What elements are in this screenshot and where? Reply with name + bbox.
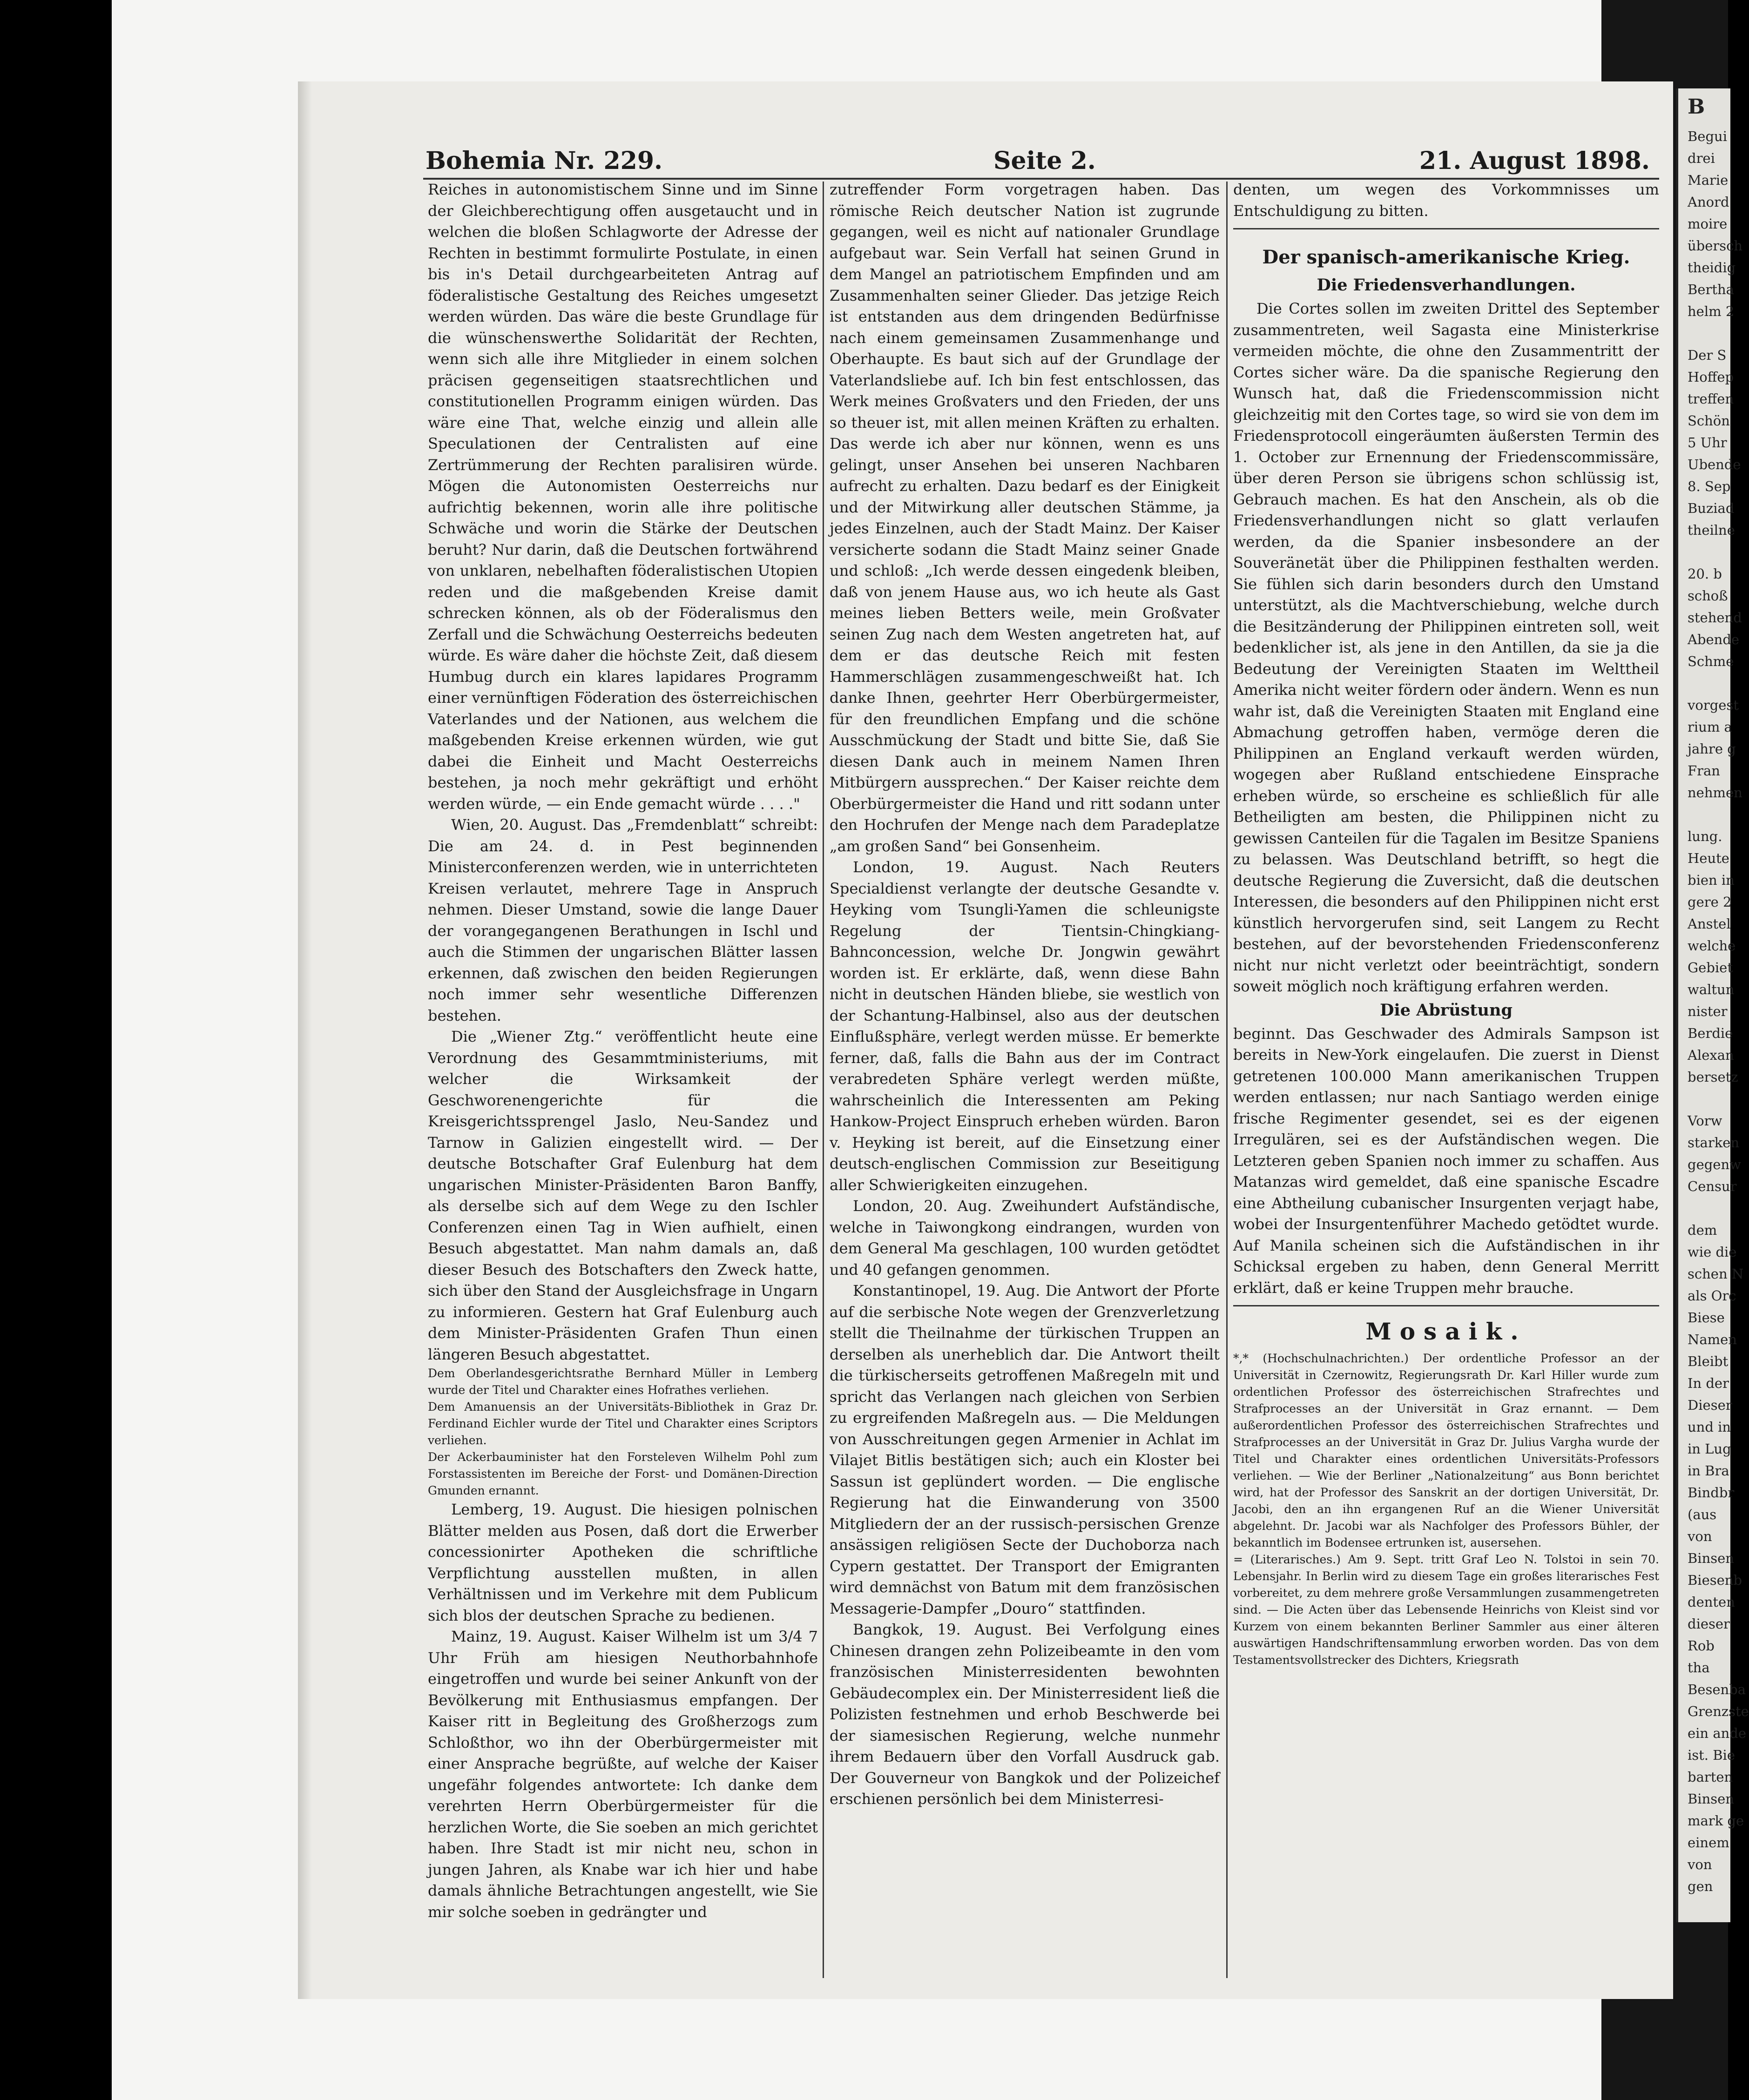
article-paragraph: Mainz, 19. August. Kaiser Wilhelm ist um 3/4 7 Uhr Früh am hiesigen Neuthorbahnhofe eingetroffen und wurde bei seiner Ankunft von der Bevölkerung mit Enthusiasmus empfangen. Der Kaiser ritt in Begleitung des Großherzogs zum Schloßthor, wo ihn der Oberbürgermeister mit einer Ansprache begrüßte, auf welche der Kaiser ungefähr folgendes antwortete: Ich danke dem verehrten Herrn Oberbürgermeister für die herzlichen Worte, die Sie soeben an mich gerichtet haben. Ihre Stadt ist mir nicht neu, schon in jungen Jahren, als Knabe war ich hier und habe damals ähnliche Betrachtungen angestellt, wie Sie mir solche soeben in gedrängter und [428,1628,818,1921]
subsection-title-disarmament: Die Abrüstung [1380,1000,1513,1020]
next-page-line: einem [1688,1835,1729,1851]
next-page-line: Marie [1688,172,1729,188]
next-page-line: vorgest [1688,697,1739,713]
next-page-line: treffen [1688,391,1734,407]
next-page-line: Gebiet [1688,960,1733,976]
article-paragraph: Die „Wiener Ztg.“ veröffentlicht heute eine Verordnung des Gesammtministeriums, mit welcher die Wirksamkeit der Geschworenengerichte für die Kreisgerichtssprengel Jaslo, Neu-Sandez und Tarnow in Galizien eingestellt wird. — Der deutsche Botschafter Graf Eulenburg hat dem ungarischen Minister-Präsidenten Baron Banffy, als derselbe sich auf dem Wege zu den Ischler Conferenzen einen Tag in Wien aufhielt, einen Besuch abgestattet. Man nahm damals an, daß dieser Besuch des Botschafters den Zweck hatte, sich über den Stand der Ausgleichsfrage in Ungarn zu informieren. Gestern hat Graf Eulenburg auch dem Minister-Präsidenten Grafen Thun einen längeren Besuch abgestattet. [428,1028,818,1363]
article-paragraph: London, 20. Aug. Zweihundert Aufständische, welche in Taiwongkong eindrangen, wurden von dem General Ma geschlagen, 100 wurden getödtet und 40 gefangen genommen. [830,1197,1220,1279]
article-paragraph: Konstantinopel, 19. Aug. Die Antwort der Pforte auf die serbische Note wegen der Grenzverletzung stellt die Theilnahme der türkischen Truppen an derselben als unerheblich dar. Die Antwort theilt die türkischerseits getroffenen Maßregeln mit und spricht das Verlangen nach gleichen von Serbien zu ergreifenden Maßregeln aus. — Die Meldungen von Ausschreitungen gegen Armenier in Achlat im Vilajet Bitlis bestätigen sich; auch ein Kloster bei Sassun ist geplündert worden. — Die englische Regierung hat die Einwanderung von 3500 Mitgliedern der an der russisch-persischen Grenze ansässigen religiösen Secte der Duchoborza nach Cypern gestattet. Der Transport der Emigranten wird demnächst von Batum mit dem französischen Messagerie-Dampfer „Douro“ stattfinden. [830,1282,1220,1617]
next-page-line [1678,1088,1730,1110]
next-page-line: wie die [1688,1244,1737,1260]
next-page-line [1678,804,1730,826]
next-page-line: tha [1688,1660,1710,1676]
next-page-line: Berdie [1688,1025,1733,1041]
next-page-line: welche [1688,938,1736,954]
next-page-line [1678,541,1730,563]
next-page-line: in Lug [1688,1441,1731,1457]
next-page-line: lung. [1688,828,1722,844]
next-page-line: denten [1688,1594,1735,1610]
next-page-line: und in [1688,1419,1731,1435]
next-page-line: Schön [1688,413,1730,429]
column-1 [428,179,818,1980]
next-page-line: Begui [1688,128,1727,144]
next-page-line: Besenba [1688,1682,1746,1697]
next-page-line: Namen [1688,1332,1737,1347]
next-page-line: (aus [1688,1507,1717,1522]
next-page-lines [1678,126,1749,1898]
next-page-line: stehend [1688,610,1742,626]
next-page-line: in Bra [1688,1463,1729,1479]
next-page-line: waltun [1688,982,1735,997]
next-page-line: Bindbr [1688,1485,1735,1501]
next-page-line: als Orc [1688,1288,1736,1304]
next-page-line: übersch [1688,238,1743,254]
next-page-line: Anord [1688,194,1729,210]
next-page-line: Hoffep [1688,369,1734,385]
header-page-number: Seite 2. [993,147,1096,175]
header-title: Bohemia Nr. 229. [425,147,663,175]
section-title-war: Der spanisch-amerikanische Krieg. [1262,246,1630,268]
next-page-line: nister [1688,1003,1728,1019]
next-page-line: gere 2 [1688,894,1732,910]
next-page-line: theilne [1688,522,1735,538]
next-page-line: Alexan [1688,1047,1734,1063]
next-page-line: Rob [1688,1638,1715,1654]
next-page-line: jahre g [1688,741,1736,757]
next-page-fragment [1676,88,1749,1922]
article-peace-negotiations: Die Cortes sollen im zweiten Drittel des September zusammentreten, weil Sagasta eine Ministerkrise vermeiden möchte, die ohne den Zusammentritt der Cortes sicher wäre. Da die spanische Regierung den Wunsch hat, daß die Friedenscommission nicht gleichzeitig mit den Cortes tage, so wird sie von dem im Friedensprotocoll eingeräumten äußersten Termin des 1. October zur Ernennung der Friedenscommissäre, über deren Person sie übrigens schon schlüssig ist, Gebrauch machen. Es hat den Anschein, als ob die Friedensverhandlungen nicht so glatt verlaufen werden, da die Spanier insbesondere an der Souveränetät über die Philippinen festhalten werden. Sie fühlen sich darin besonders durch den Umstand unterstützt, als die Machtverschiebung, welche durch die Besitzänderung der Philippinen eintreten soll, weit bedenklicher ist, als jene in den Antillen, da sie ja die Bedeutung der Vereinigten Staaten im Welttheil Amerika nicht weiter fördern oder ändern. Wenn es nun wahr ist, daß die Vereinigten Staaten mit England eine Abmachung getroffen haben, vermöge deren die Philippinen an England verkauft werden würden, wogegen aber Rußland entschiedene Einsprache erheben würde, so erscheine es schließlich für alle Betheiligten am besten, die Philippinen nicht zu gewissen Canteilen für die Tagalen im Besitze Spaniens zu belassen. Was Deutschland betrifft, so hegt die deutsche Regierung die Zuversicht, daß die deutschen Interessen, die besonders auf den Philippinen nicht erst künstlich hervorgerufen sind, seit Langem zu Recht bestehen, auf der bevorstehenden Friedensconferenz nicht nur nicht verletzt oder beeinträchtigt, sondern soweit möglich noch kräftigung erfahren werden. [1233,300,1659,995]
next-page-line: Buziad [1688,500,1735,516]
article-paragraph: zutreffender Form vorgetragen haben. Das römische Reich deutscher Nation ist zugrunde gegangen, weil es nicht auf nationaler Grundlage aufgebaut war. Sein Verfall hat seinen Grund in dem Mangel an patriotischem Empfinden und am Zusammenhalten seiner Glieder. Das jetzige Reich ist entstanden aus dem dringenden Bedürfnisse nach einem gemeinsamen Zusammenhange und Oberhaupte. Es baut sich auf der Grundlage der Vaterlandsliebe auf. Ich bin fest entschlossen, das Werk meines Großvaters und den Frieden, der uns so theuer ist, mit allen meinen Kräften zu erhalten. Das werde ich aber nur können, wenn es uns gelingt, unser Ansehen bei unseren Nachbaren aufrecht zu erhalten. Dazu bedarf es der Einigkeit und der Mitwirkung aller deutschen Stämme, ja jedes Einzelnen, auch der Stadt Mainz. Der Kaiser versicherte sodann die Stadt Mainz seiner Gnade und schloß: „Ich werde dessen eingedenk bleiben, daß von jenem Hause aus, wo ich heute als Gast meines lieben Betters weile, mein Großvater seinen Zug nach dem Westen angetreten hat, auf dem er das deutsche Reich mit festen Hammerschlägen zusammengeschweißt hat. Ich danke Ihnen, geehrter Herr Oberbürgermeister, für den freundlichen Empfang und die schöne Ausschmückung der Stadt und bitte Sie, daß Sie diesen Dank auch in meinem Namen Ihren Mitbürgern aussprechen.“ Der Kaiser reichte dem Oberbürgermeister die Hand und ritt sodann unter den Hochrufen der Menge nach dem Paradeplatze „am großen Sand“ bei Gonsenheim. [830,181,1220,855]
article-paragraph: Bangkok, 19. August. Bei Verfolgung eines Chinesen drangen zehn Polizeibeamte in den vom französischen Ministerresidenten bewohnten Gebäudecomplex ein. Der Ministerresident ließ die Polizisten festnehmen und erhob Beschwerde bei der siamesischen Regierung, welche nunmehr ihrem Bedauern über den Vorfall Ausdruck gab. Der Gouverneur von Bangkok und der Polizeichef erschienen persönlich bei dem Ministerresi- [830,1621,1220,1808]
next-page-line: schen N [1688,1266,1744,1282]
next-page-line: barten [1688,1769,1733,1785]
next-page-line: starken [1688,1135,1740,1151]
article-paragraph: Wien, 20. August. Das „Fremdenblatt“ schreibt: Die am 24. d. in Pest beginnenden Ministerconferenzen werden, wie in unterrichteten Kreisen verlautet, mehrere Tage in Anspruch nehmen. Dieser Umstand, sowie die lange Dauer der vorangegangenen Berathungen in Ischl und auch die Stimmen der ungarischen Blätter lassen erkennen, daß zwischen den beiden Regierungen noch immer sehr wesentliche Differenzen bestehen. [428,816,818,1024]
next-page-line: Biesenb [1688,1572,1742,1588]
next-page-line [1678,1198,1730,1219]
article-paragraph: Lemberg, 19. August. Die hiesigen polnischen Blätter melden aus Posen, daß dort die Erwerber concessionirter Apotheken die schriftliche Verpflichtung ausstellen mußten, in allen Verhältnissen und im Verkehre mit dem Publicum sich blos der deutschen Sprache zu bedienen. [428,1501,818,1624]
next-page-line: schoß [1688,588,1728,604]
article-continuation: denten, um wegen des Vorkommnisses um Entschuldigung zu bitten. [1233,181,1659,220]
page-fold-shadow [298,81,312,1999]
next-page-line: Binsen [1688,1550,1734,1566]
next-page-line: bersetz [1688,1069,1738,1085]
next-page-line: Biese [1688,1310,1725,1326]
next-page-line: Bertha [1688,282,1734,297]
next-page-line: Censur [1688,1178,1737,1194]
next-page-line: nehmen [1688,785,1742,801]
article-paragraph: *,* (Hochschulnachrichten.) Der ordentliche Professor an der Universität in Czernowitz, Regierungsrath Dr. Karl Hiller wurde zum ordentlichen Professor des österreichischen Strafrechtes und Strafprocesses an der Universität in Graz ernannt. — Dem außerordentlichen Professor des österreichischen Strafrechtes und Strafprocesses an der Universität in Graz Dr. Julius Vargha wurde der Titel und Charakter eines ordentlichen Universitäts-Professors verliehen. — Wie der Berliner „Nationalzeitung“ aus Bonn berichtet wird, hat der Professor des Sanskrit an der dortigen Universität, Dr. Jacobi, den an ihn ergangenen Ruf an die Wiener Universität abgelehnt. Dr. Jacobi war als Nachfolger des Professors Bühler, der bekanntlich im Bodensee ertrunken ist, ausersehen. [1233,1352,1659,1549]
next-page-line: Grenzste [1688,1703,1749,1719]
article-disarmament: beginnt. Das Geschwader des Admirals Sampson ist bereits in New-York eingelaufen. Die zuerst in Dienst getretenen 100.000 Mann amerikanischen Truppen werden entlassen; nur nach Santiago werden einige frische Regimenter gesendet, sei es der eigenen Irregulären, sei es der Aufständischen wegen. Die Letzteren geben Spanien noch immer zu schaffen. Aus Matanzas wird gemeldet, daß eine spanische Escadre eine Abtheilung cubanischer Insurgenten verjagt habe, wobei der Insurgentenführer Machedo getödtet wurde. Auf Manila scheinen sich die Aufständischen in ihr Schicksal ergeben zu haben, denn General Merritt erklärt, daß er keine Truppen mehr brauche. [1233,1024,1659,1297]
newspaper-page [298,81,1673,1999]
next-page-line: ein ande [1688,1725,1747,1741]
subsection-title-peace: Die Friedensverhandlungen. [1317,276,1576,295]
column-2 [830,179,1220,1980]
column-3 [1233,179,1659,1980]
section-rule [1233,1305,1659,1306]
next-page-line: von [1688,1857,1712,1872]
next-page-line: Schme [1688,653,1734,669]
section-rule [1233,228,1659,229]
page-header [300,128,1659,175]
article-paragraph: Der Ackerbauminister hat den Forsteleven Wilhelm Pohl zum Forstassistenten im Bereiche der Forst- und Domänen-Direction Gmunden ernannt. [428,1450,818,1497]
next-page-line [1678,673,1730,694]
mosaik-items [1233,1350,1659,1669]
next-page-line: mark ge [1688,1813,1744,1829]
header-date: 21. August 1898. [1419,147,1650,175]
next-page-line: von [1688,1528,1712,1544]
next-page-line: Fran [1688,763,1720,779]
section-title-mosaik: Mosaik. [1365,1318,1527,1345]
next-page-line: moire [1688,216,1728,232]
next-page-line: Dieser [1688,1397,1732,1413]
next-page-line: helm 2 [1688,303,1735,319]
next-page-line: Anstel [1688,916,1731,932]
next-page-line: gegenw [1688,1157,1741,1172]
article-paragraph: Dem Amanuensis an der Universitäts-Bibliothek in Graz Dr. Ferdinand Eichler wurde der Titel und Charakter eines Scriptors verliehen. [428,1400,818,1447]
next-page-line: bien in [1688,872,1735,888]
next-page-line: 5 Uhr [1688,435,1727,451]
next-page-line: rium a [1688,719,1732,735]
article-paragraph: = (Literarisches.) Am 9. Sept. tritt Graf Leo N. Tolstoi in sein 70. Lebensjahr. In Berlin wird zu diesem Tage ein großes literarisches Fest vorbereitet, zu dem mehrere große Versammlungen zusammengetreten sind. — Die Acten über das Lebensende Heinrichs von Kleist sind vor Kurzem von einem bekannten Berliner Sammler aus einer älteren auswärtigen Handschriftensammlung erworben worden. Das von dem Testamentsvollstrecker des Dichters, Kriegsrath [1233,1553,1659,1667]
next-page-line: In der [1688,1375,1729,1391]
article-paragraph: London, 19. August. Nach Reuters Specialdienst verlangte der deutsche Gesandte v. Heyking vom Tsungli-Yamen die schleunigste Regelung der Tientsin-Chingkiang-Bahnconcession, welche Dr. Jongwin gewährt worden ist. Er erklärte, daß, wenn diese Bahn nicht in deutschen Händen bliebe, sie westlich von der Schantung-Halbinsel, also aus der deutschen Einflußsphäre, verlegt werden müsse. Er bemerkte ferner, daß, falls die Bahn aus der im Contract verabredeten Sphäre verlegt werden müßte, wahrscheinlich die Interessenten am Peking Hankow-Project Einspruch erheben würden. Baron v. Heyking ist bereit, auf die Einsetzung einer deutsch-englischen Commission zur Beseitigung aller Schwierigkeiten einzugehen. [830,858,1220,1194]
next-page-line: Vorw [1688,1113,1722,1129]
next-page-line: gen [1688,1878,1713,1894]
next-page-header: B [1688,95,1705,119]
next-page-line: drei [1688,150,1715,166]
next-page-line: 8. Sep [1688,478,1731,494]
next-page-line: 20. b [1688,566,1722,582]
article-paragraph: Dem Oberlandesgerichtsrathe Bernhard Müller in Lemberg wurde der Titel und Charakter eines Hofrathes verliehen. [428,1366,818,1397]
next-page-line: Binsen [1688,1791,1734,1807]
next-page-line [1678,323,1730,344]
next-page-line: Heute [1688,850,1729,866]
next-page-line: theidig [1688,260,1736,276]
column-rule [823,182,824,1978]
next-page-line: dieser [1688,1616,1730,1632]
next-page-line: Der S [1688,347,1727,363]
column-rule [1226,182,1228,1978]
next-page-line: Ubende [1688,457,1741,472]
next-page-line: dem [1688,1222,1717,1238]
next-page-line: Abende [1688,632,1740,647]
next-page-line: ist. Bie [1688,1747,1735,1763]
next-page-line: Bleibt [1688,1353,1729,1369]
article-paragraph: Reiches in autonomistischem Sinne und im Sinne der Gleichberechtigung offen ausgetaucht und in welchen die bloßen Schlagworte der Adresse der Rechten in bestimmt formulirte Postulate, in einen bis in's Detail durchgearbeiteten Antrag auf föderalistische Gestaltung des Reiches umgesetzt werden würden. Das wäre die beste Grundlage für die wünschenswerthe Solidarität der Rechten, wenn sich alle ihre Mitglieder in einem solchen präcisen gegenseitigen staatsrechtlichen und constitutionellen Programm einigen würden. Das wäre eine That, welche einzig und allein alle Speculationen der Centralisten auf eine Zertrümmerung der Rechten paralisiren würde. Mögen die Autonomisten Oesterreichs nur aufrichtig bekennen, worin alle ihre politische Schwäche und worin die Stärke der Deutschen beruht? Nur darin, daß die Deutschen fortwährend von unklaren, nebelhaften föderalistischen Utopien reden und die maßgebenden Kreise damit schrecken können, als ob der Föderalismus den Zerfall und die Schwächung Oesterreichs bedeuten würde. Es wäre daher die höchste Zeit, daß diesem Humbug durch ein klares lapidares Programm einer vernünftigen Föderation des österreichischen Vaterlandes und der Nationen, aus welchem die maßgebenden Kreise erkennen würden, wie gut dabei die Einheit und Macht Oesterreichs bestehen, ja noch mehr gekräftigt und erhöht werden würde, — ein Ende gemacht würde . . . ." [428,181,818,813]
